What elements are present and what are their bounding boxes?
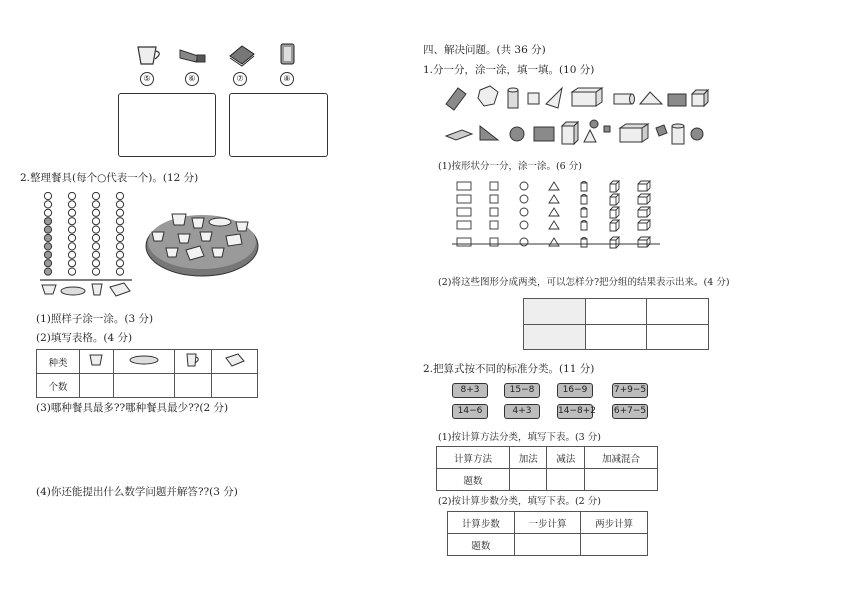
cube-icon[interactable] (610, 194, 619, 205)
answer-cell[interactable] (113, 374, 174, 398)
count-circle[interactable] (68, 226, 75, 233)
table-header-cell: 加减混合 (584, 447, 657, 469)
count-circle[interactable] (116, 234, 123, 241)
count-circle[interactable] (92, 201, 99, 208)
answer-cell[interactable] (212, 374, 258, 398)
answer-cell[interactable] (80, 374, 114, 398)
cube-icon[interactable] (610, 220, 619, 231)
rectangle-icon[interactable] (457, 221, 471, 229)
cuboid-icon[interactable] (638, 220, 650, 230)
item-number: ⑥ (185, 72, 199, 86)
cuboid-icon[interactable] (638, 181, 650, 191)
count-circle[interactable] (68, 201, 75, 208)
question-2-2: (2)按计算步数分类，填写下表。(2 分) (438, 496, 601, 507)
cuboid-icon[interactable] (638, 207, 650, 217)
count-circle[interactable] (116, 218, 123, 225)
cup-icon (92, 284, 102, 295)
expression-card[interactable]: 7+9−5 (612, 383, 648, 398)
table-row-label: 个数 (37, 374, 80, 398)
rectangle-icon[interactable] (457, 182, 471, 190)
count-circle[interactable] (44, 218, 51, 225)
calc-steps-table (447, 511, 648, 556)
table-header-cell: 一步计算 (514, 512, 581, 534)
toothpaste-picture (178, 46, 208, 68)
count-circle[interactable] (44, 226, 51, 233)
table-header-cell: 两步计算 (581, 512, 648, 534)
expression-card[interactable]: 14−6 (452, 404, 488, 419)
count-circle[interactable] (92, 251, 99, 258)
table-header-cell: 计算步数 (448, 512, 515, 534)
table-header-cell: 计算方法 (437, 447, 510, 469)
plate-header-cell (113, 350, 174, 374)
cylinder-icon[interactable] (581, 208, 587, 218)
count-circle[interactable] (92, 218, 99, 225)
cylinder-icon[interactable] (581, 182, 587, 192)
count-circle[interactable] (68, 192, 75, 199)
cup-icon (184, 353, 202, 367)
expression-card[interactable]: 16−9 (557, 383, 593, 398)
grid-cell[interactable] (585, 299, 647, 325)
rectangle-icon[interactable] (457, 208, 471, 216)
question-2-3: (3)哪种餐具最多??哪种餐具最少??(2 分) (36, 402, 229, 414)
cylinder-icon[interactable] (581, 195, 587, 205)
tableware-tray-picture (144, 208, 260, 280)
answer-cell[interactable] (514, 534, 581, 556)
answer-cell[interactable] (510, 469, 547, 491)
cube-icon[interactable] (610, 181, 619, 192)
circle-icon[interactable] (520, 195, 528, 203)
triangle-icon[interactable] (549, 182, 559, 190)
shape-sorting-chart (452, 178, 662, 264)
table-header-cell: 加法 (510, 447, 547, 469)
grid-cell[interactable] (647, 324, 709, 350)
napkin-icon (224, 353, 246, 367)
count-circle[interactable] (92, 268, 99, 275)
answer-box[interactable] (118, 93, 216, 157)
rectangle-icon[interactable] (457, 238, 471, 246)
count-circle[interactable] (44, 209, 51, 216)
answer-box[interactable] (229, 93, 328, 157)
grouping-grid (523, 298, 709, 350)
count-circle[interactable] (68, 251, 75, 258)
count-circle[interactable] (68, 234, 75, 241)
count-circle[interactable] (44, 201, 51, 208)
expression-card[interactable]: 4+3 (504, 404, 540, 419)
count-circle[interactable] (44, 192, 51, 199)
question-2-2: (2)填写表格。(4 分) (36, 332, 133, 344)
question-1-2: (2)将这些图形分成两类，可以怎样分?把分组的结果表示出来。(4 分) (438, 277, 730, 288)
triangle-icon[interactable] (549, 238, 559, 246)
question-2-1: (1)按计算方法分类，填写下表。(3 分) (438, 432, 601, 443)
plate-icon (61, 287, 85, 295)
napkin-icon (110, 283, 130, 296)
count-circle[interactable] (116, 201, 123, 208)
section-title: 四、解决问题。(共 36 分) (423, 44, 546, 56)
count-circle[interactable] (116, 209, 123, 216)
count-circle[interactable] (68, 243, 75, 250)
tableware-count-table (36, 349, 258, 398)
count-circle[interactable] (44, 268, 51, 275)
square-icon[interactable] (490, 221, 498, 229)
count-circle[interactable] (44, 251, 51, 258)
question-2-1: (1)照样子涂一涂。(3 分) (36, 313, 154, 325)
count-circle[interactable] (92, 192, 99, 199)
count-circle[interactable] (92, 260, 99, 267)
grid-cell[interactable] (524, 299, 586, 325)
bowl-icon (88, 354, 104, 366)
triangle-icon[interactable] (549, 208, 559, 216)
cylinder-icon[interactable] (581, 221, 587, 231)
circle-icon[interactable] (520, 238, 528, 246)
count-circle[interactable] (92, 243, 99, 250)
napkin-header-cell (212, 350, 258, 374)
shapes-row-2 (444, 120, 714, 150)
mirror-picture (278, 42, 298, 68)
count-circle[interactable] (44, 234, 51, 241)
rectangle-icon[interactable] (457, 195, 471, 203)
square-icon[interactable] (490, 238, 498, 246)
shapes-row-1 (444, 84, 714, 114)
table-row-label: 题数 (437, 469, 510, 491)
item-number: ⑦ (233, 72, 247, 86)
expression-card[interactable]: 14−8+2 (557, 404, 593, 419)
circle-icon[interactable] (520, 182, 528, 190)
square-icon[interactable] (490, 195, 498, 203)
plate-icon (129, 355, 159, 365)
question-2-title: 2.把算式按不同的标准分类。(11 分) (423, 363, 595, 375)
count-circle[interactable] (68, 218, 75, 225)
cylinder-icon[interactable] (581, 238, 587, 248)
answer-cell[interactable] (581, 534, 648, 556)
grid-cell[interactable] (524, 324, 586, 350)
count-circle[interactable] (68, 209, 75, 216)
count-circle[interactable] (116, 243, 123, 250)
triangle-icon[interactable] (549, 195, 559, 203)
count-circle[interactable] (92, 234, 99, 241)
answer-cell[interactable] (547, 469, 584, 491)
expression-card[interactable]: 15−8 (504, 383, 540, 398)
count-circle[interactable] (44, 243, 51, 250)
cuboid-icon[interactable] (638, 194, 650, 204)
circle-icon[interactable] (520, 221, 528, 229)
cube-icon[interactable] (610, 237, 619, 248)
calc-method-table (436, 446, 658, 491)
bowl-header-cell (80, 350, 114, 374)
count-circle[interactable] (68, 260, 75, 267)
grid-cell[interactable] (585, 324, 647, 350)
item-number: ⑧ (280, 72, 294, 86)
cube-icon[interactable] (610, 207, 619, 218)
answer-cell[interactable] (174, 374, 212, 398)
grid-cell[interactable] (647, 299, 709, 325)
count-circle[interactable] (68, 268, 75, 275)
count-circle[interactable] (92, 209, 99, 216)
cup-header-cell (174, 350, 212, 374)
triangle-icon[interactable] (549, 221, 559, 229)
square-icon[interactable] (490, 182, 498, 190)
square-icon[interactable] (490, 208, 498, 216)
count-circle[interactable] (116, 268, 123, 275)
count-circle[interactable] (44, 260, 51, 267)
question-1-title: 1.分一分，涂一涂，填一填。(10 分) (423, 64, 595, 76)
bowl-icon (42, 285, 56, 294)
question-1-1: (1)按形状分一分，涂一涂。(6 分) (438, 161, 582, 172)
tableware-circle-chart (36, 190, 136, 300)
book-picture (226, 44, 256, 66)
count-circle[interactable] (116, 226, 123, 233)
expression-card[interactable]: 8+3 (452, 383, 488, 398)
question-2-title: 2.整理餐具(每个○代表一个)。(12 分) (20, 172, 199, 184)
table-header-cell: 减法 (547, 447, 584, 469)
cup-picture (134, 44, 164, 66)
table-row-label: 题数 (448, 534, 515, 556)
cuboid-icon[interactable] (638, 237, 650, 247)
count-circle[interactable] (116, 260, 123, 267)
expression-card[interactable]: 6+7−5 (612, 404, 648, 419)
count-circle[interactable] (116, 251, 123, 258)
table-header-cell: 种类 (37, 350, 80, 374)
answer-cell[interactable] (584, 469, 657, 491)
count-circle[interactable] (92, 226, 99, 233)
count-circle[interactable] (116, 192, 123, 199)
circle-icon[interactable] (520, 208, 528, 216)
item-number: ⑤ (140, 72, 154, 86)
question-2-4: (4)你还能提出什么数学问题并解答??(3 分) (36, 486, 238, 498)
